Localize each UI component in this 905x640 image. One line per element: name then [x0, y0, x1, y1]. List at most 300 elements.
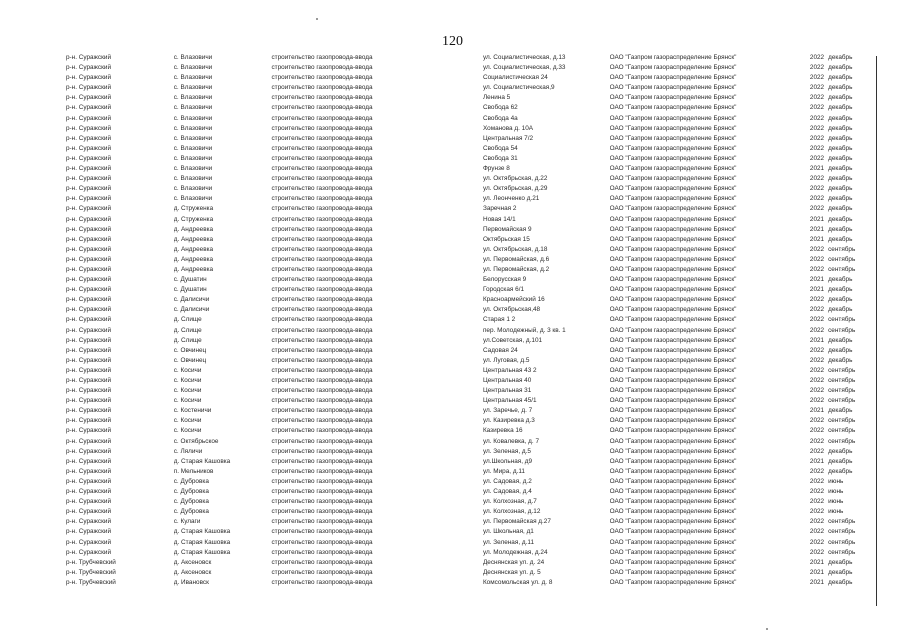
- month-cell: декабрь: [828, 64, 853, 72]
- work-type-cell: строительство газопровода-ввода: [271, 578, 373, 586]
- organization-cell: ОАО "Газпром газораспределение Брянск": [609, 225, 737, 233]
- organization-cell: ОАО "Газпром газораспределение Брянск": [609, 276, 737, 284]
- settlement-cell: с. Косичи: [173, 387, 202, 395]
- work-type-cell: строительство газопровода-ввода: [271, 124, 373, 132]
- address-cell: ул. Октябрьская, д.18: [482, 245, 548, 253]
- month-cell: декабрь: [828, 84, 853, 92]
- settlement-cell: с. Кулаги: [173, 518, 201, 526]
- work-type-cell: строительство газопровода-ввода: [271, 488, 373, 496]
- month-cell: декабрь: [828, 447, 853, 455]
- table-row: [66, 275, 866, 285]
- organization-cell: ОАО "Газпром газораспределение Брянск": [609, 568, 737, 576]
- address-cell: ул. Садовая, д.2: [482, 477, 532, 485]
- year-cell: 2021: [809, 407, 825, 415]
- district-cell: р-н. Трубчевский: [66, 558, 116, 566]
- work-type-cell: строительство газопровода-ввода: [271, 346, 373, 354]
- table-row: [66, 538, 866, 548]
- address-cell: ул. Зеленая, д.5: [482, 447, 531, 455]
- district-cell: р-н. Суражский: [66, 528, 112, 536]
- address-cell: Заречная 2: [482, 205, 517, 213]
- address-cell: Центральная 40: [482, 377, 532, 384]
- organization-cell: ОАО "Газпром газораспределение Брянск": [609, 518, 737, 526]
- organization-cell: ОАО "Газпром газораспределение Брянск": [609, 326, 737, 334]
- month-cell: декабрь: [828, 175, 853, 183]
- work-type-cell: строительство газопровода-ввода: [271, 568, 373, 576]
- settlement-cell: с. Косичи: [173, 427, 202, 435]
- settlement-cell: д. Слище: [173, 316, 202, 324]
- address-cell: ул. Школьная, д1: [482, 528, 534, 536]
- table-row: [66, 265, 866, 275]
- settlement-cell: с. Влазовичи: [173, 104, 213, 112]
- organization-cell: ОАО "Газпром газораспределение Брянск": [609, 94, 737, 102]
- year-cell: 2022: [809, 54, 825, 61]
- year-cell: 2021: [809, 568, 825, 576]
- year-cell: 2022: [809, 508, 825, 516]
- register-table: [66, 53, 866, 588]
- address-cell: Казиревка 16: [482, 427, 523, 435]
- month-cell: сентябрь: [828, 326, 856, 334]
- month-cell: сентябрь: [828, 417, 856, 425]
- year-cell: 2021: [809, 457, 825, 465]
- address-cell: Городская 6/1: [482, 286, 525, 294]
- organization-cell: ОАО "Газпром газораспределение Брянск": [609, 538, 737, 546]
- year-cell: 2022: [809, 134, 825, 142]
- year-cell: 2022: [809, 255, 825, 263]
- address-cell: Садовая 24: [482, 346, 518, 354]
- district-cell: р-н. Суражский: [66, 417, 112, 425]
- work-type-cell: строительство газопровода-ввода: [271, 104, 373, 112]
- address-cell: ул. Колхозная, д.7: [482, 498, 537, 506]
- table-row: [66, 406, 866, 416]
- settlement-cell: с. Влазовичи: [173, 144, 213, 152]
- address-cell: Старая 1 2: [482, 316, 516, 324]
- table-row: [66, 396, 866, 406]
- year-cell: 2022: [809, 205, 825, 213]
- organization-cell: ОАО "Газпром газораспределение Брянск": [609, 548, 737, 556]
- district-cell: р-н. Суражский: [66, 195, 112, 203]
- district-cell: р-н. Суражский: [66, 508, 112, 516]
- district-cell: р-н. Суражский: [66, 377, 112, 384]
- settlement-cell: с. Влазовичи: [173, 195, 213, 203]
- organization-cell: ОАО "Газпром газораспределение Брянск": [609, 366, 737, 374]
- month-cell: декабрь: [828, 165, 853, 173]
- organization-cell: ОАО "Газпром газораспределение Брянск": [609, 377, 737, 384]
- year-cell: 2022: [809, 74, 825, 82]
- settlement-cell: с. Влазовичи: [173, 134, 213, 142]
- table-row: [66, 467, 866, 477]
- district-cell: р-н. Суражский: [66, 144, 112, 152]
- table-row: [66, 235, 866, 245]
- year-cell: 2021: [809, 215, 825, 223]
- work-type-cell: строительство газопровода-ввода: [271, 245, 373, 253]
- settlement-cell: с. Овчинец: [173, 346, 207, 354]
- settlement-cell: с. Влазовичи: [173, 94, 213, 102]
- year-cell: 2022: [809, 64, 825, 72]
- address-cell: ул. Социалистическая, д.13: [482, 54, 566, 61]
- table-row: [66, 255, 866, 265]
- address-cell: ул. Ковалевка, д. 7: [482, 437, 539, 445]
- district-cell: р-н. Суражский: [66, 114, 112, 122]
- organization-cell: ОАО "Газпром газораспределение Брянск": [609, 265, 737, 273]
- district-cell: р-н. Суражский: [66, 185, 112, 193]
- work-type-cell: строительство газопровода-ввода: [271, 558, 373, 566]
- table-row: [66, 245, 866, 255]
- table-row: [66, 63, 866, 73]
- address-cell: Центральная 7/2: [482, 134, 534, 142]
- work-type-cell: строительство газопровода-ввода: [271, 538, 373, 546]
- table-row: [66, 558, 866, 568]
- address-cell: ул. Колхозная, д.12: [482, 508, 541, 516]
- settlement-cell: д. Старая Кашовка: [173, 538, 231, 546]
- year-cell: 2022: [809, 427, 825, 435]
- month-cell: сентябрь: [828, 528, 856, 536]
- district-cell: р-н. Суражский: [66, 407, 112, 415]
- settlement-cell: с. Дубровка: [173, 488, 209, 496]
- settlement-cell: с. Косичи: [173, 417, 202, 425]
- table-row: [66, 134, 866, 144]
- district-cell: р-н. Суражский: [66, 447, 112, 455]
- address-cell: Ленина 5: [482, 94, 511, 102]
- organization-cell: ОАО "Газпром газораспределение Брянск": [609, 64, 737, 72]
- settlement-cell: с. Косичи: [173, 366, 202, 374]
- month-cell: декабрь: [828, 225, 853, 233]
- year-cell: 2022: [809, 326, 825, 334]
- settlement-cell: д. Андреевка: [173, 225, 214, 233]
- district-cell: р-н. Суражский: [66, 306, 112, 314]
- year-cell: 2022: [809, 377, 825, 384]
- work-type-cell: строительство газопровода-ввода: [271, 165, 373, 173]
- organization-cell: ОАО "Газпром газораспределение Брянск": [609, 356, 737, 364]
- month-cell: июнь: [828, 488, 844, 496]
- month-cell: декабрь: [828, 276, 853, 284]
- address-cell: Центральная 31: [482, 387, 532, 395]
- address-cell: ул. Казиревка д.3: [482, 417, 535, 425]
- district-cell: р-н. Суражский: [66, 326, 112, 334]
- work-type-cell: строительство газопровода-ввода: [271, 195, 373, 203]
- month-cell: декабрь: [828, 568, 853, 576]
- district-cell: р-н. Суражский: [66, 538, 112, 546]
- organization-cell: ОАО "Газпром газораспределение Брянск": [609, 255, 737, 263]
- organization-cell: ОАО "Газпром газораспределение Брянск": [609, 397, 737, 405]
- address-cell: Свобода 4а: [482, 114, 518, 122]
- organization-cell: ОАО "Газпром газораспределение Брянск": [609, 245, 737, 253]
- table-row: [66, 204, 866, 214]
- right-margin-rule: [876, 56, 877, 606]
- district-cell: р-н. Суражский: [66, 235, 112, 243]
- district-cell: р-н. Суражский: [66, 255, 112, 263]
- month-cell: декабрь: [828, 215, 853, 223]
- address-cell: Первомайская 9: [482, 225, 532, 233]
- table-row: [66, 346, 866, 356]
- district-cell: р-н. Суражский: [66, 477, 112, 485]
- address-cell: Фрунзе 8: [482, 165, 510, 173]
- month-cell: декабрь: [828, 467, 853, 475]
- month-cell: декабрь: [828, 185, 853, 193]
- table-row: [66, 174, 866, 184]
- year-cell: 2022: [809, 195, 825, 203]
- month-cell: сентябрь: [828, 377, 856, 384]
- table-row: [66, 517, 866, 527]
- year-cell: 2022: [809, 548, 825, 556]
- organization-cell: ОАО "Газпром газораспределение Брянск": [609, 124, 737, 132]
- table-row: [66, 93, 866, 103]
- address-cell: ул. Зеленая, д.11: [482, 538, 535, 546]
- district-cell: р-н. Суражский: [66, 276, 112, 284]
- organization-cell: ОАО "Газпром газораспределение Брянск": [609, 84, 737, 92]
- work-type-cell: строительство газопровода-ввода: [271, 356, 373, 364]
- work-type-cell: строительство газопровода-ввода: [271, 477, 373, 485]
- district-cell: р-н. Суражский: [66, 124, 112, 132]
- work-type-cell: строительство газопровода-ввода: [271, 387, 373, 395]
- organization-cell: ОАО "Газпром газораспределение Брянск": [609, 407, 737, 415]
- settlement-cell: с. Костеничи: [173, 407, 212, 415]
- table-row: [66, 356, 866, 366]
- organization-cell: ОАО "Газпром газораспределение Брянск": [609, 477, 737, 485]
- year-cell: 2021: [809, 558, 825, 566]
- year-cell: 2022: [809, 477, 825, 485]
- address-cell: ул. Луговая, д.5: [482, 356, 530, 364]
- organization-cell: ОАО "Газпром газораспределение Брянск": [609, 235, 737, 243]
- district-cell: р-н. Суражский: [66, 74, 112, 82]
- district-cell: р-н. Суражский: [66, 356, 112, 364]
- settlement-cell: с. Душатин: [173, 276, 207, 284]
- work-type-cell: строительство газопровода-ввода: [271, 326, 373, 334]
- settlement-cell: д. Аксеновск: [173, 558, 212, 566]
- organization-cell: ОАО "Газпром газораспределение Брянск": [609, 447, 737, 455]
- year-cell: 2022: [809, 488, 825, 496]
- table-row: [66, 103, 866, 113]
- settlement-cell: д. Андреевка: [173, 245, 214, 253]
- work-type-cell: строительство газопровода-ввода: [271, 467, 373, 475]
- settlement-cell: с. Влазовичи: [173, 124, 213, 132]
- address-cell: Свобода 62: [482, 104, 518, 112]
- work-type-cell: строительство газопровода-ввода: [271, 447, 373, 455]
- year-cell: 2021: [809, 165, 825, 173]
- work-type-cell: строительство газопровода-ввода: [271, 296, 373, 304]
- address-cell: ул. Социалистическая,9: [482, 84, 555, 92]
- month-cell: декабрь: [828, 457, 853, 465]
- organization-cell: ОАО "Газпром газораспределение Брянск": [609, 316, 737, 324]
- table-row: [66, 477, 866, 487]
- settlement-cell: с. Дубровка: [173, 477, 209, 485]
- work-type-cell: строительство газопровода-ввода: [271, 276, 373, 284]
- month-cell: декабрь: [828, 306, 853, 314]
- year-cell: 2022: [809, 104, 825, 112]
- month-cell: декабрь: [828, 235, 853, 243]
- month-cell: сентябрь: [828, 437, 856, 445]
- month-cell: сентябрь: [828, 366, 856, 374]
- table-row: [66, 144, 866, 154]
- address-cell: ул. Молодежная, д.24: [482, 548, 548, 556]
- address-cell: пер. Молодежный, д. 3 кв. 1: [482, 326, 566, 334]
- work-type-cell: строительство газопровода-ввода: [271, 64, 373, 72]
- work-type-cell: строительство газопровода-ввода: [271, 215, 373, 223]
- work-type-cell: строительство газопровода-ввода: [271, 84, 373, 92]
- month-cell: декабрь: [828, 558, 853, 566]
- year-cell: 2022: [809, 447, 825, 455]
- address-cell: ул. Первомайская, д.6: [482, 255, 550, 263]
- district-cell: р-н. Суражский: [66, 518, 112, 526]
- month-cell: декабрь: [828, 74, 853, 82]
- year-cell: 2021: [809, 286, 825, 294]
- address-cell: ул. Мира, д.11: [482, 467, 525, 475]
- year-cell: 2022: [809, 154, 825, 162]
- organization-cell: ОАО "Газпром газораспределение Брянск": [609, 175, 737, 183]
- work-type-cell: строительство газопровода-ввода: [271, 377, 373, 384]
- month-cell: сентябрь: [828, 265, 856, 273]
- month-cell: декабрь: [828, 578, 853, 586]
- work-type-cell: строительство газопровода-ввода: [271, 336, 373, 344]
- work-type-cell: строительство газопровода-ввода: [271, 154, 373, 162]
- district-cell: р-н. Трубчевский: [66, 578, 116, 586]
- address-cell: Октябрьская 15: [482, 235, 530, 243]
- table-row: [66, 457, 866, 467]
- year-cell: 2022: [809, 306, 825, 314]
- table-row: [66, 426, 866, 436]
- address-cell: ул. Первомайская д.27: [482, 518, 551, 526]
- organization-cell: ОАО "Газпром газораспределение Брянск": [609, 427, 737, 435]
- table-row: [66, 548, 866, 558]
- district-cell: р-н. Суражский: [66, 488, 112, 496]
- settlement-cell: с. Душатин: [173, 286, 207, 294]
- settlement-cell: д. Аксеновск: [173, 568, 212, 576]
- scan-speck: [766, 628, 768, 630]
- district-cell: р-н. Суражский: [66, 84, 112, 92]
- organization-cell: ОАО "Газпром газораспределение Брянск": [609, 387, 737, 395]
- district-cell: р-н. Суражский: [66, 457, 112, 465]
- month-cell: сентябрь: [828, 387, 856, 395]
- work-type-cell: строительство газопровода-ввода: [271, 175, 373, 183]
- month-cell: июнь: [828, 477, 844, 485]
- organization-cell: ОАО "Газпром газораспределение Брянск": [609, 467, 737, 475]
- page-number: 120: [442, 34, 463, 49]
- settlement-cell: д. Старая Кашовка: [173, 457, 231, 465]
- table-row: [66, 568, 866, 578]
- table-row: [66, 124, 866, 134]
- district-cell: р-н. Суражский: [66, 94, 112, 102]
- address-cell: ул.Школьная, д9: [482, 457, 533, 465]
- year-cell: 2022: [809, 397, 825, 405]
- work-type-cell: строительство газопровода-ввода: [271, 134, 373, 142]
- table-row: [66, 83, 866, 93]
- settlement-cell: с. Влазовичи: [173, 175, 213, 183]
- organization-cell: ОАО "Газпром газораспределение Брянск": [609, 346, 737, 354]
- work-type-cell: строительство газопровода-ввода: [271, 427, 373, 435]
- work-type-cell: строительство газопровода-ввода: [271, 74, 373, 82]
- district-cell: р-н. Суражский: [66, 366, 112, 374]
- settlement-cell: с. Влазовичи: [173, 84, 213, 92]
- settlement-cell: д. Старая Кашовка: [173, 548, 231, 556]
- organization-cell: ОАО "Газпром газораспределение Брянск": [609, 498, 737, 506]
- organization-cell: ОАО "Газпром газораспределение Брянск": [609, 144, 737, 152]
- settlement-cell: с. Влазовичи: [173, 185, 213, 193]
- year-cell: 2022: [809, 245, 825, 253]
- address-cell: ул. Садовая, д.4: [482, 488, 532, 496]
- work-type-cell: строительство газопровода-ввода: [271, 225, 373, 233]
- settlement-cell: с. Косичи: [173, 397, 202, 405]
- month-cell: декабрь: [828, 134, 853, 142]
- work-type-cell: строительство газопровода-ввода: [271, 397, 373, 405]
- district-cell: р-н. Суражский: [66, 64, 112, 72]
- address-cell: ул. Заречье, д. 7: [482, 407, 533, 415]
- work-type-cell: строительство газопровода-ввода: [271, 144, 373, 152]
- organization-cell: ОАО "Газпром газораспределение Брянск": [609, 114, 737, 122]
- settlement-cell: д. Андреевка: [173, 255, 214, 263]
- year-cell: 2022: [809, 387, 825, 395]
- month-cell: декабрь: [828, 356, 853, 364]
- month-cell: сентябрь: [828, 255, 856, 263]
- organization-cell: ОАО "Газпром газораспределение Брянск": [609, 74, 737, 82]
- organization-cell: ОАО "Газпром газораспределение Брянск": [609, 508, 737, 516]
- year-cell: 2022: [809, 417, 825, 425]
- table-row: [66, 376, 866, 386]
- year-cell: 2022: [809, 437, 825, 445]
- work-type-cell: строительство газопровода-ввода: [271, 54, 373, 61]
- month-cell: декабрь: [828, 124, 853, 132]
- settlement-cell: п. Мельников: [173, 467, 214, 475]
- work-type-cell: строительство газопровода-ввода: [271, 457, 373, 465]
- work-type-cell: строительство газопровода-ввода: [271, 94, 373, 102]
- year-cell: 2022: [809, 114, 825, 122]
- address-cell: Свобода 54: [482, 144, 518, 152]
- address-cell: Красноармейский 16: [482, 296, 545, 304]
- month-cell: июнь: [828, 508, 844, 516]
- settlement-cell: д. Струженка: [173, 215, 214, 223]
- table-row: [66, 416, 866, 426]
- address-cell: Комсомольская ул. д. 8: [482, 578, 553, 586]
- table-row: [66, 366, 866, 376]
- table-row: [66, 326, 866, 336]
- district-cell: р-н. Суражский: [66, 548, 112, 556]
- settlement-cell: с. Влазовичи: [173, 54, 213, 61]
- organization-cell: ОАО "Газпром газораспределение Брянск": [609, 306, 737, 314]
- settlement-cell: с. Влазовичи: [173, 114, 213, 122]
- table-row: [66, 336, 866, 346]
- address-cell: ул. Октябрьская, д.29: [482, 185, 548, 193]
- table-row: [66, 215, 866, 225]
- month-cell: декабрь: [828, 195, 853, 203]
- organization-cell: ОАО "Газпром газораспределение Брянск": [609, 54, 737, 61]
- month-cell: декабрь: [828, 346, 853, 354]
- year-cell: 2022: [809, 144, 825, 152]
- organization-cell: ОАО "Газпром газораспределение Брянск": [609, 165, 737, 173]
- address-cell: ул. Леонченко д.21: [482, 195, 540, 203]
- month-cell: сентябрь: [828, 427, 856, 435]
- year-cell: 2022: [809, 528, 825, 536]
- month-cell: декабрь: [828, 114, 853, 122]
- settlement-cell: с. Далисичи: [173, 296, 210, 304]
- month-cell: сентябрь: [828, 245, 856, 253]
- organization-cell: ОАО "Газпром газораспределение Брянск": [609, 336, 737, 344]
- year-cell: 2022: [809, 467, 825, 475]
- year-cell: 2022: [809, 175, 825, 183]
- month-cell: декабрь: [828, 205, 853, 213]
- month-cell: декабрь: [828, 104, 853, 112]
- address-cell: ул.Советская, д.101: [482, 336, 543, 344]
- address-cell: ул. Октябрьская,48: [482, 306, 541, 314]
- settlement-cell: д. Андреевка: [173, 235, 214, 243]
- year-cell: 2021: [809, 235, 825, 243]
- work-type-cell: строительство газопровода-ввода: [271, 437, 373, 445]
- district-cell: р-н. Суражский: [66, 437, 112, 445]
- organization-cell: ОАО "Газпром газораспределение Брянск": [609, 296, 737, 304]
- address-cell: Новая 14/1: [482, 215, 516, 223]
- district-cell: р-н. Суражский: [66, 175, 112, 183]
- district-cell: р-н. Суражский: [66, 165, 112, 173]
- district-cell: р-н. Суражский: [66, 397, 112, 405]
- table-row: [66, 487, 866, 497]
- work-type-cell: строительство газопровода-ввода: [271, 185, 373, 193]
